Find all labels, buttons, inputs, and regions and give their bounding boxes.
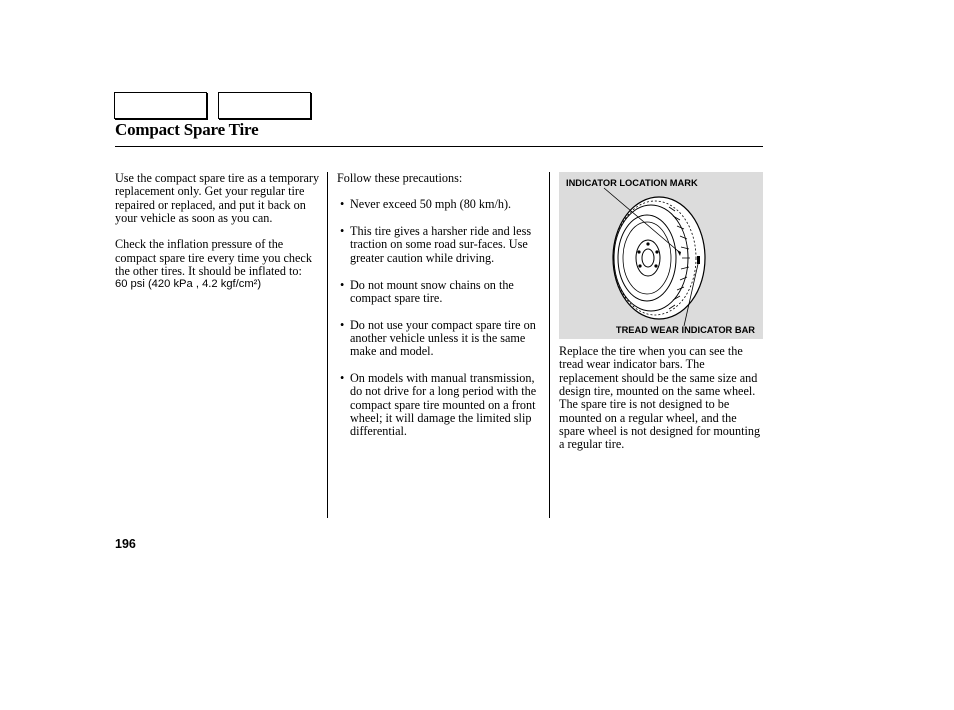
nav-button-previous[interactable] (114, 92, 207, 119)
title-divider (115, 146, 763, 147)
nav-button-next[interactable] (218, 92, 311, 119)
inflation-pressure-value: 60 psi (420 kPa , 4.2 kgf/cm²) (115, 278, 262, 291)
column-divider (327, 172, 328, 518)
column-left (115, 172, 323, 292)
page-title: Compact Spare Tire (115, 120, 259, 139)
inflation-paragraph: Check the inflation pressure of the compact spare tire every time you check the other tires. It should be inflated to: (115, 237, 312, 279)
column-middle (337, 172, 542, 452)
precautions-list (337, 198, 542, 438)
list-item: • Never exceed 50 mph (80 km/h). (337, 198, 542, 211)
column-divider (549, 172, 550, 518)
tire-illustration (559, 172, 763, 339)
tread-wear-indicator-bar-label: TREAD WEAR INDICATOR BAR (615, 325, 755, 335)
list-item: • Do not use your compact spare tire on another vehicle unless it is the same make and model. (337, 319, 542, 359)
spare-tire-drawing (559, 172, 763, 339)
list-item: • This tire gives a harsher ride and less traction on some road sur-faces. Use greater caution while driving. (337, 225, 542, 265)
list-item: • Do not mount snow chains on the compact spare tire. (337, 279, 542, 306)
list-item: • On models with manual transmission, do not drive for a long period with the compact spare tire mounted on a front wheel; it will damage the limited slip differential. (337, 372, 542, 439)
indicator-location-mark-label: INDICATOR LOCATION MARK (566, 178, 698, 188)
replacement-paragraph: Replace the tire when you can see the tread wear indicator bars. The replacement should be the same size and design tire, mounted on the same wheel. The spare tire is not designed to be mounted on a regular wheel, and the spare wheel is not designed for mounting a regular tire. (559, 344, 761, 452)
intro-paragraph: Use the compact spare tire as a temporary replacement only. Get your regular tire repaired or replaced, and put it back on your vehicle as soon as you can. (115, 171, 320, 226)
precautions-intro: Follow these precautions: (337, 171, 463, 185)
column-right (559, 345, 764, 452)
page-number: 196 (115, 537, 136, 551)
